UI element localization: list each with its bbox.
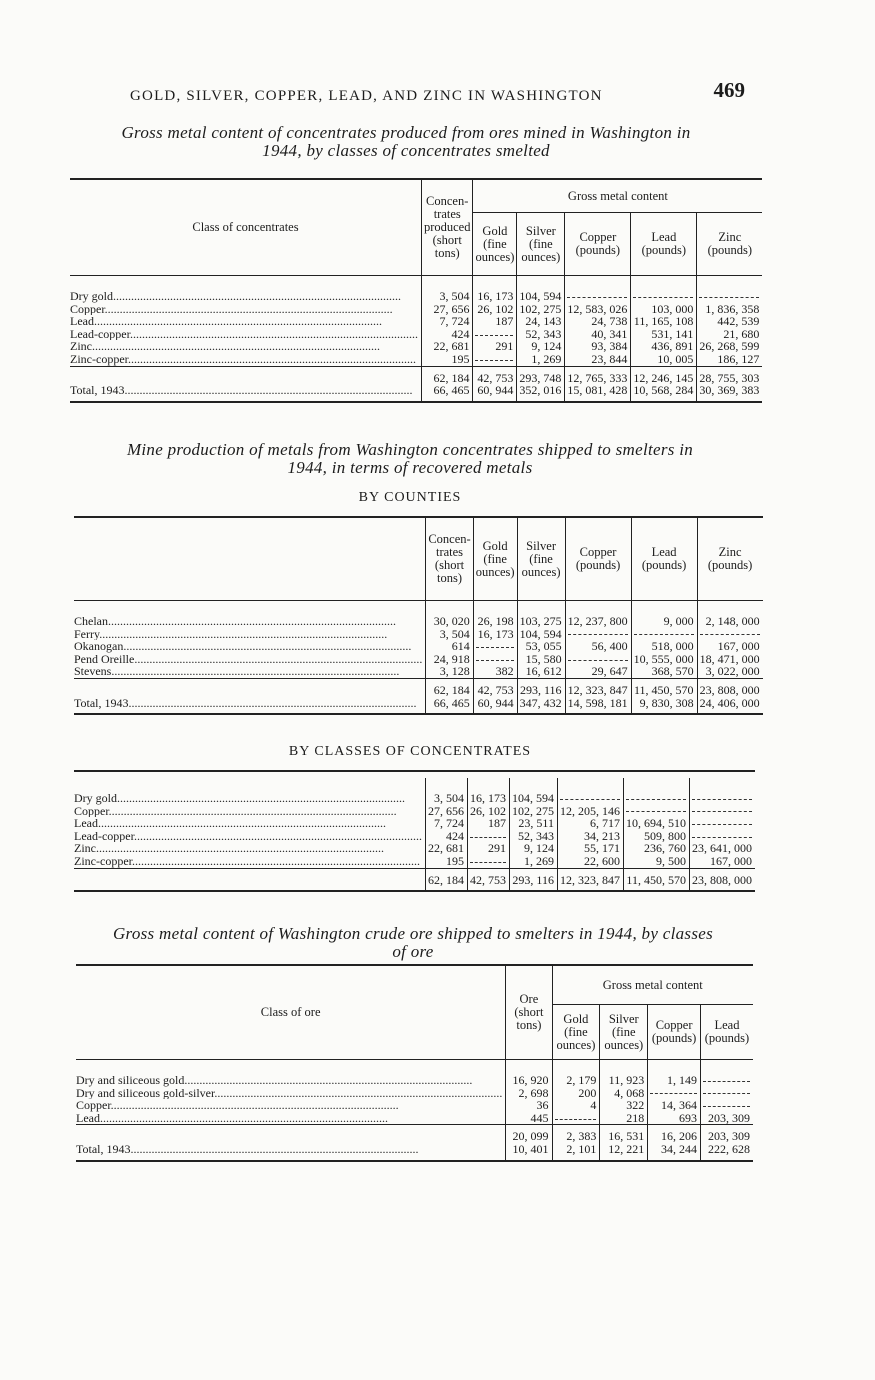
table-row	[70, 366, 762, 384]
total-copper: 12, 323, 847	[557, 868, 623, 891]
col-gold: Gold (fine ounces)	[552, 1005, 600, 1060]
total1943-gold: 2, 101	[552, 1143, 600, 1161]
total-conc: 62, 184	[425, 868, 467, 891]
table1-concentrates-gross	[70, 178, 762, 403]
cell-lead: 531, 141	[631, 328, 697, 341]
table-row	[74, 697, 763, 715]
cell-copper: 693	[648, 1112, 701, 1125]
cell-conc: 27, 656	[425, 805, 467, 818]
table2-caption-line1: Mine production of metals from Washington concentrates shipped to smelters in	[126, 440, 694, 459]
cell-gold: 187	[473, 315, 517, 328]
cell-zinc	[689, 778, 755, 805]
row-label: Copper .....	[76, 1099, 506, 1112]
cell-zinc: 167, 000	[689, 855, 755, 868]
total-copper: 12, 765, 333	[565, 366, 631, 384]
cell-zinc: 18, 471, 000	[697, 653, 763, 666]
cell-conc: 30, 020	[426, 601, 473, 628]
row-label: Zinc-copper .....	[70, 353, 421, 366]
table1-caption-line1: Gross metal content of concentrates produced from ores mined in Washington in	[121, 123, 691, 142]
row-label: Dry gold .....	[74, 778, 425, 805]
cell-conc: 614	[426, 640, 473, 653]
col-lead: Lead (pounds)	[631, 213, 697, 276]
cell-silver: 104, 594	[517, 276, 565, 303]
total-zinc: 28, 755, 303	[697, 366, 763, 384]
cell-zinc	[689, 817, 755, 830]
cell-lead	[623, 778, 689, 805]
table-row	[74, 855, 755, 868]
col-copper: Copper (pounds)	[648, 1005, 701, 1060]
total-conc: 62, 184	[421, 366, 473, 384]
cell-conc: 3, 504	[426, 628, 473, 641]
cell-lead	[701, 1060, 754, 1087]
total1943-lead: 222, 628	[701, 1143, 754, 1161]
cell-silver: 104, 594	[517, 628, 565, 641]
col-silver: Silver (fine ounces)	[517, 213, 565, 276]
cell-silver: 4, 068	[600, 1087, 648, 1100]
total-gold: 2, 383	[552, 1125, 600, 1143]
cell-conc: 27, 656	[421, 303, 473, 316]
cell-zinc: 3, 022, 000	[697, 665, 763, 678]
cell-conc: 3, 504	[425, 778, 467, 805]
total-gold: 42, 753	[467, 868, 509, 891]
total-gold: 42, 753	[473, 678, 517, 696]
cell-zinc	[689, 805, 755, 818]
group-gross-metal-content: Gross metal content	[552, 965, 753, 1005]
table3-caption-line1: Gross metal content of Washington crude ore shipped to smelters in 1944, by classes	[112, 924, 714, 943]
total-lead: 11, 450, 570	[631, 678, 697, 696]
row-label: Zinc .....	[70, 340, 421, 353]
total1943-copper: 15, 081, 428	[565, 384, 631, 402]
table-row	[74, 817, 755, 830]
cell-zinc: 1, 836, 358	[697, 303, 763, 316]
table-row	[76, 1112, 753, 1125]
total-silver: 293, 748	[517, 366, 565, 384]
cell-gold: 16, 173	[473, 628, 517, 641]
cell-copper: 34, 213	[557, 830, 623, 843]
table-row	[76, 1060, 753, 1087]
cell-copper: 23, 844	[565, 353, 631, 366]
table1-caption-line2: 1944, by classes of concentrates smelted	[262, 141, 550, 160]
col-zinc: Zinc (pounds)	[697, 517, 763, 601]
subhead-by-classes: BY CLASSES OF CONCENTRATES	[288, 744, 532, 759]
cell-gold: 4	[552, 1099, 600, 1112]
cell-zinc: 21, 680	[697, 328, 763, 341]
cell-ore: 2, 698	[506, 1087, 552, 1100]
table-row	[74, 665, 763, 678]
subhead-by-counties: BY COUNTIES	[358, 490, 462, 505]
cell-copper: 29, 647	[565, 665, 631, 678]
table-row	[76, 1099, 753, 1112]
cell-gold: 26, 102	[473, 303, 517, 316]
cell-conc: 3, 128	[426, 665, 473, 678]
cell-copper: 6, 717	[557, 817, 623, 830]
cell-gold: 291	[473, 340, 517, 353]
col-lead: Lead (pounds)	[631, 517, 697, 601]
cell-copper: 12, 237, 800	[565, 601, 631, 628]
total-ore: 20, 099	[506, 1125, 552, 1143]
total-silver: 16, 531	[600, 1125, 648, 1143]
total-conc: 62, 184	[426, 678, 473, 696]
table1-caption	[66, 124, 746, 160]
total-copper: 16, 206	[648, 1125, 701, 1143]
cell-silver: 102, 275	[517, 303, 565, 316]
cell-copper: 12, 583, 026	[565, 303, 631, 316]
table2-by-classes	[74, 770, 755, 892]
cell-silver: 23, 511	[509, 817, 557, 830]
cell-lead: 203, 309	[701, 1112, 754, 1125]
cell-silver: 102, 275	[509, 805, 557, 818]
table-row	[70, 276, 762, 303]
total1943-zinc: 24, 406, 000	[697, 697, 763, 715]
row-label: Copper .....	[74, 805, 425, 818]
cell-silver: 52, 343	[509, 830, 557, 843]
cell-lead	[631, 276, 697, 303]
table-row	[74, 868, 755, 891]
col-lead: Lead (pounds)	[701, 1005, 754, 1060]
cell-lead: 509, 800	[623, 830, 689, 843]
cell-ore: 16, 920	[506, 1060, 552, 1087]
cell-silver: 1, 269	[509, 855, 557, 868]
cell-silver: 322	[600, 1099, 648, 1112]
cell-gold: 26, 102	[467, 805, 509, 818]
table3-caption-line2: of ore	[392, 942, 434, 961]
cell-gold	[473, 640, 517, 653]
cell-lead: 11, 165, 108	[631, 315, 697, 328]
table2-by-counties	[74, 516, 763, 715]
col-silver: Silver (fine ounces)	[517, 517, 565, 601]
row-label: Dry and siliceous gold .....	[76, 1060, 506, 1087]
row-label: Lead .....	[76, 1112, 506, 1125]
total-gold: 42, 753	[473, 366, 517, 384]
row-label: Zinc-copper .....	[74, 855, 425, 868]
table-row	[70, 384, 762, 402]
cell-gold: 2, 179	[552, 1060, 600, 1087]
total1943-lead: 10, 568, 284	[631, 384, 697, 402]
cell-copper: 40, 341	[565, 328, 631, 341]
cell-lead: 236, 760	[623, 842, 689, 855]
row-label: Dry and siliceous gold-silver .....	[76, 1087, 506, 1100]
cell-silver: 15, 580	[517, 653, 565, 666]
cell-silver: 11, 923	[600, 1060, 648, 1087]
cell-gold: 16, 173	[473, 276, 517, 303]
col-class-of-ore: Class of ore	[76, 965, 506, 1060]
total-1943-label: Total, 1943 .....	[70, 384, 421, 402]
table-row	[74, 601, 763, 628]
total-1943-label: Total, 1943 .....	[76, 1143, 506, 1161]
col-copper: Copper (pounds)	[565, 517, 631, 601]
total-lead: 11, 450, 570	[623, 868, 689, 891]
cell-lead: 368, 570	[631, 665, 697, 678]
cell-lead: 10, 694, 510	[623, 817, 689, 830]
cell-silver: 104, 594	[509, 778, 557, 805]
cell-gold: 200	[552, 1087, 600, 1100]
cell-conc: 3, 504	[421, 276, 473, 303]
table-row	[74, 842, 755, 855]
total-zinc: 23, 808, 000	[689, 868, 755, 891]
cell-gold	[473, 353, 517, 366]
cell-lead: 436, 891	[631, 340, 697, 353]
row-label: Stevens .....	[74, 665, 426, 678]
total1943-lead: 9, 830, 308	[631, 697, 697, 715]
total1943-copper: 14, 598, 181	[565, 697, 631, 715]
cell-zinc: 186, 127	[697, 353, 763, 366]
cell-conc: 195	[425, 855, 467, 868]
total-1943-label: Total, 1943 .....	[74, 697, 426, 715]
cell-copper: 1, 149	[648, 1060, 701, 1087]
cell-copper: 22, 600	[557, 855, 623, 868]
table-row	[76, 1125, 753, 1143]
total1943-conc: 66, 465	[421, 384, 473, 402]
row-label: Dry gold .....	[70, 276, 421, 303]
total-lead: 12, 246, 145	[631, 366, 697, 384]
total-zinc: 23, 808, 000	[697, 678, 763, 696]
row-label: Pend Oreille .....	[74, 653, 426, 666]
cell-copper	[565, 276, 631, 303]
table-row	[76, 1143, 753, 1161]
col-gold: Gold (fine ounces)	[473, 517, 517, 601]
cell-copper: 14, 364	[648, 1099, 701, 1112]
col-concentrates: Concen-trates (short tons)	[426, 517, 473, 601]
cell-lead: 10, 555, 000	[631, 653, 697, 666]
row-label: Copper .....	[70, 303, 421, 316]
row-label: Ferry .....	[74, 628, 426, 641]
row-label: Chelan .....	[74, 601, 426, 628]
cell-conc: 22, 681	[421, 340, 473, 353]
total1943-silver: 352, 016	[517, 384, 565, 402]
row-label: Lead-copper .....	[70, 328, 421, 341]
cell-lead: 10, 005	[631, 353, 697, 366]
col-gold: Gold (fine ounces)	[473, 213, 517, 276]
cell-silver: 1, 269	[517, 353, 565, 366]
total1943-silver: 12, 221	[600, 1143, 648, 1161]
cell-gold: 187	[467, 817, 509, 830]
row-label: Lead .....	[74, 817, 425, 830]
cell-zinc	[697, 276, 763, 303]
total-copper: 12, 323, 847	[565, 678, 631, 696]
cell-gold	[552, 1112, 600, 1125]
col-copper: Copper (pounds)	[565, 213, 631, 276]
cell-conc: 7, 724	[425, 817, 467, 830]
cell-gold: 16, 173	[467, 778, 509, 805]
cell-zinc: 167, 000	[697, 640, 763, 653]
cell-ore: 445	[506, 1112, 552, 1125]
cell-copper: 24, 738	[565, 315, 631, 328]
cell-conc: 424	[421, 328, 473, 341]
total1943-ore: 10, 401	[506, 1143, 552, 1161]
cell-conc: 424	[425, 830, 467, 843]
cell-copper: 55, 171	[557, 842, 623, 855]
cell-silver: 16, 612	[517, 665, 565, 678]
total1943-zinc: 30, 369, 383	[697, 384, 763, 402]
total1943-conc: 66, 465	[426, 697, 473, 715]
cell-gold: 26, 198	[473, 601, 517, 628]
col-class-of-concentrates: Class of concentrates	[70, 179, 421, 276]
table3-crude-ore	[76, 964, 753, 1162]
cell-silver: 9, 124	[517, 340, 565, 353]
table-row	[70, 315, 762, 328]
table3-caption	[72, 925, 754, 961]
col-zinc: Zinc (pounds)	[697, 213, 763, 276]
cell-gold: 382	[473, 665, 517, 678]
cell-lead: 103, 000	[631, 303, 697, 316]
group-gross-metal-content: Gross metal content	[473, 179, 762, 213]
cell-copper: 12, 205, 146	[557, 805, 623, 818]
cell-conc: 24, 918	[426, 653, 473, 666]
running-head: GOLD, SILVER, COPPER, LEAD, AND ZINC IN WASHINGTON	[130, 88, 603, 104]
total1943-gold: 60, 944	[473, 697, 517, 715]
row-label: Lead .....	[70, 315, 421, 328]
cell-gold: 291	[467, 842, 509, 855]
cell-silver: 24, 143	[517, 315, 565, 328]
total-lead: 203, 309	[701, 1125, 754, 1143]
page-number: 469	[713, 78, 745, 102]
table2-caption	[70, 441, 750, 477]
cell-copper: 56, 400	[565, 640, 631, 653]
table-row	[74, 640, 763, 653]
cell-silver: 52, 343	[517, 328, 565, 341]
cell-ore: 36	[506, 1099, 552, 1112]
total1943-silver: 347, 432	[517, 697, 565, 715]
table-row	[74, 678, 763, 696]
col-concentrates-produced: Concen-trates produced (short tons)	[421, 179, 473, 276]
cell-conc: 7, 724	[421, 315, 473, 328]
cell-lead	[701, 1087, 754, 1100]
cell-silver: 103, 275	[517, 601, 565, 628]
cell-lead	[701, 1099, 754, 1112]
cell-zinc: 26, 268, 599	[697, 340, 763, 353]
cell-gold	[467, 855, 509, 868]
cell-zinc: 2, 148, 000	[697, 601, 763, 628]
cell-copper	[557, 778, 623, 805]
cell-lead: 9, 500	[623, 855, 689, 868]
table-row	[74, 778, 755, 805]
cell-silver: 9, 124	[509, 842, 557, 855]
cell-conc: 195	[421, 353, 473, 366]
row-label: Lead-copper .....	[74, 830, 425, 843]
cell-copper: 93, 384	[565, 340, 631, 353]
table-row	[70, 353, 762, 366]
row-label: Zinc .....	[74, 842, 425, 855]
total-silver: 293, 116	[509, 868, 557, 891]
cell-silver: 218	[600, 1112, 648, 1125]
col-silver: Silver (fine ounces)	[600, 1005, 648, 1060]
total1943-copper: 34, 244	[648, 1143, 701, 1161]
total-silver: 293, 116	[517, 678, 565, 696]
cell-silver: 53, 055	[517, 640, 565, 653]
total1943-gold: 60, 944	[473, 384, 517, 402]
cell-zinc: 23, 641, 000	[689, 842, 755, 855]
cell-lead: 518, 000	[631, 640, 697, 653]
cell-lead: 9, 000	[631, 601, 697, 628]
cell-conc: 22, 681	[425, 842, 467, 855]
col-ore: Ore (short tons)	[506, 965, 552, 1060]
row-label: Okanogan .....	[74, 640, 426, 653]
cell-zinc: 442, 539	[697, 315, 763, 328]
table-row	[76, 1087, 753, 1100]
table2-caption-line2: 1944, in terms of recovered metals	[287, 458, 533, 477]
